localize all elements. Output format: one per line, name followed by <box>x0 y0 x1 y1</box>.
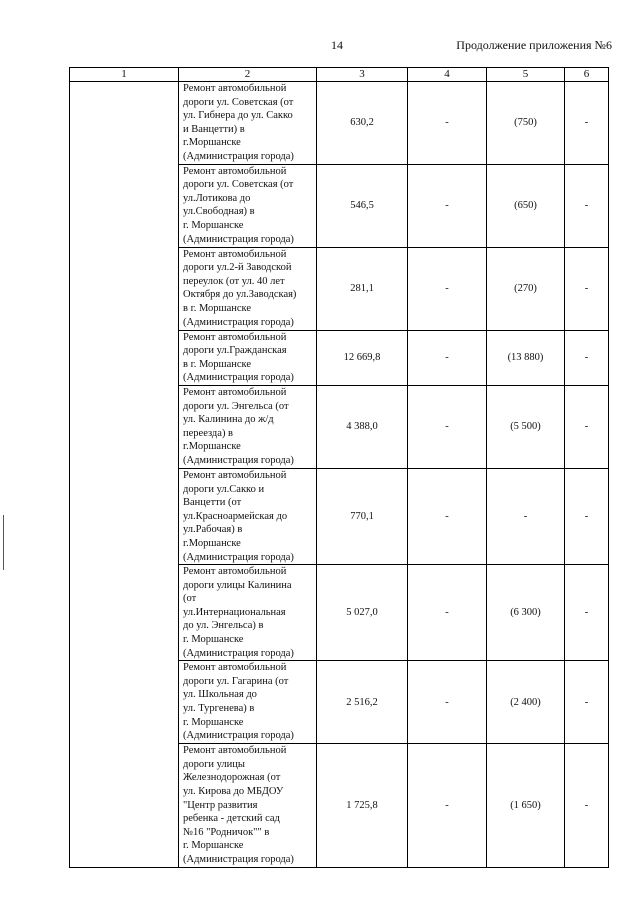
description-line: Ремонт автомобильной <box>183 331 287 343</box>
work-description-cell <box>179 247 317 330</box>
amount-cell: 630,2 <box>317 82 408 165</box>
amount-cell: 1 725,8 <box>317 744 408 867</box>
description-line: (Администрация города) <box>183 454 294 466</box>
description-line: дороги ул. Советская (от <box>183 96 294 108</box>
description-line: дороги улицы <box>183 758 245 770</box>
description-line: и Ванцетти) в <box>183 123 245 135</box>
description-line: г.Моршанске <box>183 441 241 453</box>
column-5-cell: (13 880) <box>487 330 565 385</box>
description-line: Ремонт автомобильной <box>183 83 287 94</box>
column-header: 1 <box>70 68 179 82</box>
work-description-cell <box>179 468 317 564</box>
description-line: переулок (от ул. 40 лет <box>183 275 285 287</box>
column-5-cell: (6 300) <box>487 565 565 661</box>
work-description-cell <box>179 164 317 247</box>
description-line: г.Моршанске <box>183 137 241 149</box>
description-line: ул. Кирова до МБДОУ <box>183 786 284 798</box>
description-line: ул. Гибнера до ул. Сакко <box>183 110 293 122</box>
page-number: 14 <box>331 38 343 52</box>
work-description-cell <box>179 82 317 165</box>
description-line: (Администрация города) <box>183 730 294 742</box>
column-5-cell: (1 650) <box>487 744 565 867</box>
column-6-cell: - <box>565 385 609 468</box>
column-4-cell: - <box>408 330 487 385</box>
description-line: (от <box>183 593 197 605</box>
description-line: дороги ул. Гагарина (от <box>183 675 289 687</box>
description-line: до ул. Энгельса) в <box>183 620 264 632</box>
description-line: Ремонт автомобильной <box>183 745 287 757</box>
appendix-table <box>69 67 609 868</box>
amount-cell: 4 388,0 <box>317 385 408 468</box>
column-6-cell: - <box>565 164 609 247</box>
description-line: Ремонт автомобильной <box>183 386 287 398</box>
column-6-cell: - <box>565 82 609 165</box>
description-line: (Администрация города) <box>183 150 294 162</box>
column-header: 3 <box>317 68 408 82</box>
description-line: ул.Интернациональная <box>183 606 286 618</box>
table-body <box>70 82 609 868</box>
column-6-cell: - <box>565 565 609 661</box>
amount-cell: 770,1 <box>317 468 408 564</box>
column-5-cell: (270) <box>487 247 565 330</box>
description-line: ул. Тургенева) в <box>183 703 255 715</box>
description-line: (Администрация города) <box>183 647 294 659</box>
column-5-cell: (650) <box>487 164 565 247</box>
column-6-cell: - <box>565 744 609 867</box>
description-line: Ремонт автомобильной <box>183 469 287 481</box>
description-line: ул.Свободная) в <box>183 206 255 218</box>
description-line: г. Моршанске <box>183 634 244 646</box>
header-row <box>70 68 609 82</box>
column-4-cell: - <box>408 661 487 744</box>
description-line: (Администрация города) <box>183 233 294 245</box>
column-4-cell: - <box>408 468 487 564</box>
description-line: ребенка - детский сад <box>183 813 280 825</box>
margin-mark <box>3 515 4 570</box>
column-6-cell: - <box>565 330 609 385</box>
work-description-cell <box>179 330 317 385</box>
description-line: "Центр развития <box>183 799 258 811</box>
column-header: 5 <box>487 68 565 82</box>
column-1-cell <box>70 82 179 868</box>
description-line: №16 "Родничок"" в <box>183 826 270 838</box>
amount-cell: 5 027,0 <box>317 565 408 661</box>
column-4-cell: - <box>408 164 487 247</box>
description-line: Ванцетти (от <box>183 497 242 509</box>
description-line: в г. Моршанске <box>183 302 252 314</box>
work-description-cell <box>179 565 317 661</box>
column-header: 4 <box>408 68 487 82</box>
description-line: ул. Калинина до ж/д <box>183 414 274 426</box>
description-line: дороги ул.Сакко и <box>183 483 265 495</box>
work-description-cell <box>179 385 317 468</box>
amount-cell: 12 669,8 <box>317 330 408 385</box>
description-line: (Администрация города) <box>183 551 294 563</box>
column-6-cell: - <box>565 661 609 744</box>
amount-cell: 281,1 <box>317 247 408 330</box>
description-line: ул. Школьная до <box>183 689 257 701</box>
work-description-cell <box>179 744 317 867</box>
column-5-cell: - <box>487 468 565 564</box>
column-4-cell: - <box>408 82 487 165</box>
description-line: г.Моршанске <box>183 537 241 549</box>
description-line: г. Моршанске <box>183 219 244 231</box>
column-5-cell: (5 500) <box>487 385 565 468</box>
description-line: дороги ул. Советская (от <box>183 179 294 191</box>
amount-cell: 2 516,2 <box>317 661 408 744</box>
description-line: Октября до ул.Заводская) <box>183 289 297 301</box>
table-row <box>70 82 609 165</box>
description-line: Ремонт автомобильной <box>183 165 287 177</box>
description-line: г. Моршанске <box>183 716 244 728</box>
description-line: дороги улицы Калинина <box>183 579 292 591</box>
column-5-cell: (2 400) <box>487 661 565 744</box>
column-6-cell: - <box>565 247 609 330</box>
description-line: переезда) в <box>183 427 234 439</box>
amount-cell: 546,5 <box>317 164 408 247</box>
description-line: дороги ул. Энгельса (от <box>183 400 289 412</box>
column-4-cell: - <box>408 247 487 330</box>
appendix-continuation-label: Продолжение приложения №6 <box>456 38 612 52</box>
description-line: (Администрация города) <box>183 316 294 328</box>
column-4-cell: - <box>408 385 487 468</box>
description-line: г. Моршанске <box>183 840 244 852</box>
description-line: Железнодорожная (от <box>183 772 281 784</box>
column-4-cell: - <box>408 744 487 867</box>
column-6-cell: - <box>565 468 609 564</box>
description-line: дороги ул.Гражданская <box>183 345 287 357</box>
description-line: Ремонт автомобильной <box>183 566 287 578</box>
column-header: 6 <box>565 68 609 82</box>
description-line: дороги ул.2-й Заводской <box>183 262 292 274</box>
table-header <box>70 68 609 82</box>
description-line: (Администрация города) <box>183 372 294 384</box>
work-description-cell <box>179 661 317 744</box>
column-header: 2 <box>179 68 317 82</box>
description-line: Ремонт автомобильной <box>183 662 287 674</box>
description-line: Ремонт автомобильной <box>183 248 287 260</box>
description-line: в г. Моршанске <box>183 358 252 370</box>
description-line: (Администрация города) <box>183 854 294 865</box>
description-line: ул.Рабочая) в <box>183 524 243 536</box>
column-4-cell: - <box>408 565 487 661</box>
description-line: ул.Лотикова до <box>183 192 251 204</box>
description-line: ул.Красноармейская до <box>183 510 288 522</box>
column-5-cell: (750) <box>487 82 565 165</box>
